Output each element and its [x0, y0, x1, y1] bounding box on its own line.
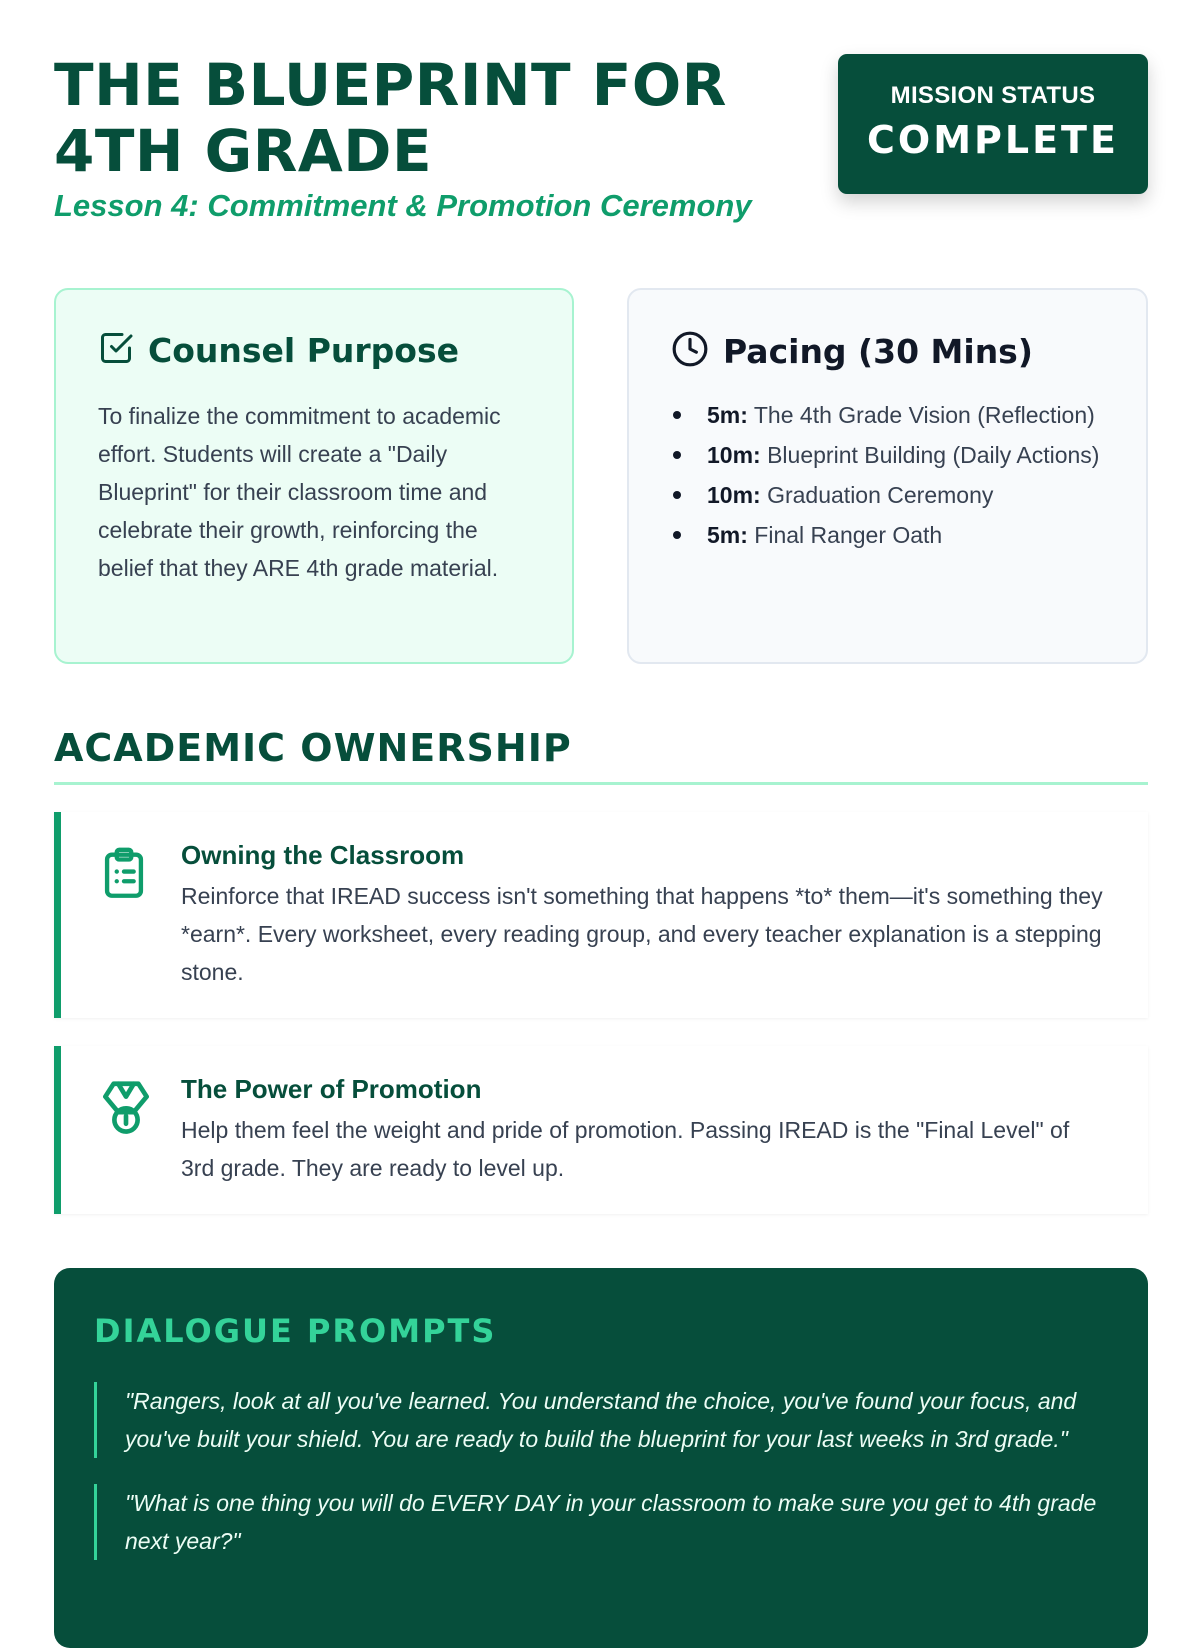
list-item: 5m: Final Ranger Oath [671, 519, 1104, 552]
checkbox-icon [98, 330, 134, 371]
lesson-subtitle: Lesson 4: Commitment & Promotion Ceremony [54, 188, 752, 223]
dialogue-quote: "What is one thing you will do EVERY DAY in your classroom to make sure you get to 4th grade next year?" [94, 1484, 1108, 1560]
dialogue-title: DIALOGUE PROMPTS [94, 1312, 497, 1350]
status-label: MISSION STATUS [890, 82, 1096, 109]
ownership-point-classroom [54, 812, 1148, 1018]
clipboard-list-icon [95, 842, 153, 911]
clock-icon [671, 330, 709, 373]
point-title: The Power of Promotion [181, 1074, 482, 1104]
card-header [98, 330, 530, 371]
section-title: ACADEMIC OWNERSHIP [54, 726, 572, 770]
page-header [54, 0, 1148, 250]
status-value: COMPLETE [867, 118, 1119, 162]
dialogue-quote: "Rangers, look at all you've learned. You understand the choice, you've found your focus, and you've built your shield. You are ready to build the blueprint for your last weeks in 3rd grade." [94, 1382, 1108, 1458]
point-text: Reinforce that IREAD success isn't something that happens *to* them—it's something they *earn*. Every worksheet, every reading group, and every teacher explanation is a stepping stone. [181, 883, 1103, 985]
list-item: 10m: Blueprint Building (Daily Actions) [671, 439, 1104, 472]
pacing-card [627, 288, 1148, 664]
list-item: 5m: The 4th Grade Vision (Reflection) [671, 399, 1104, 432]
card-header [671, 330, 1104, 373]
dialogue-prompts-panel [54, 1268, 1148, 1648]
medal-icon [95, 1076, 157, 1143]
info-cards [54, 288, 1148, 668]
point-title: Owning the Classroom [181, 840, 465, 870]
mission-status-badge [838, 54, 1148, 194]
card-title: Counsel Purpose [148, 331, 459, 370]
counsel-purpose-card [54, 288, 574, 664]
list-item: 10m: Graduation Ceremony [671, 479, 1104, 512]
ownership-point-promotion [54, 1046, 1148, 1214]
purpose-text: To finalize the commitment to academic effort. Students will create a "Daily Blueprint" for their classroom time and celebrate their growth, reinforcing the belief that they ARE 4th grade material. [98, 403, 501, 581]
page-title: THE BLUEPRINT FOR 4TH GRADE [54, 51, 727, 185]
point-text: Help them feel the weight and pride of promotion. Passing IREAD is the "Final Level" of 3rd grade. They are ready to level up. [181, 1117, 1070, 1181]
lesson-page [54, 0, 1148, 1554]
pacing-list [671, 399, 1104, 552]
section-divider [54, 782, 1148, 785]
card-title: Pacing (30 Mins) [723, 332, 1033, 371]
